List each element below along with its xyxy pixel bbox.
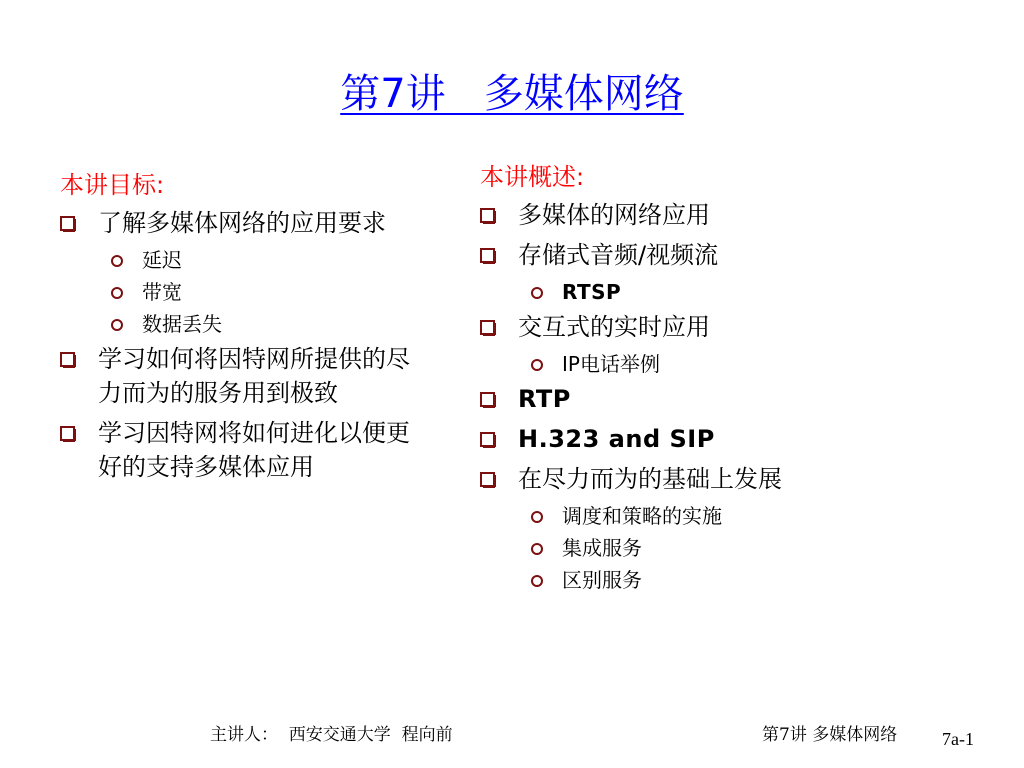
- overview-text: H.323 and SIP: [518, 425, 715, 453]
- overview-item: [480, 382, 910, 416]
- overview-text: RTP: [518, 385, 571, 413]
- overview-item: [480, 198, 910, 232]
- goal-subitem-text: 数据丢失: [142, 312, 222, 336]
- overview-text: 交互式的实时应用: [518, 313, 710, 341]
- circle-bullet-icon: [530, 574, 544, 588]
- goal-item: [60, 342, 420, 410]
- square-bullet-icon: [60, 426, 76, 442]
- overview-list: [480, 198, 910, 594]
- overview-subitem: [480, 278, 910, 306]
- circle-bullet-icon: [110, 254, 124, 268]
- goal-subitem-text: 带宽: [142, 280, 182, 304]
- overview-column: [480, 160, 910, 598]
- overview-subitem: [480, 502, 910, 530]
- slide-title: [0, 68, 1024, 120]
- overview-subitem-text: 集成服务: [562, 536, 642, 560]
- footer-presenter: 主讲人： 西安交通大学 程向前: [210, 725, 453, 745]
- overview-text: 多媒体的网络应用: [518, 201, 710, 229]
- goals-heading: 本讲目标:: [60, 171, 165, 199]
- overview-item: [480, 238, 910, 272]
- square-bullet-icon: [480, 208, 496, 224]
- overview-subitem-text: 区别服务: [562, 568, 642, 592]
- goal-subitem: [60, 278, 420, 306]
- page-number: 7a-1: [942, 729, 974, 749]
- circle-bullet-icon: [530, 542, 544, 556]
- overview-text: 在尽力而为的基础上发展: [518, 465, 782, 493]
- overview-item: [480, 310, 910, 344]
- footer-lecture-title: 第7讲 多媒体网络: [762, 725, 898, 745]
- goal-subitem-text: 延迟: [142, 248, 182, 272]
- goal-subitem: [60, 246, 420, 274]
- overview-text: 存储式音频/视频流: [518, 241, 719, 269]
- goals-list: [60, 206, 420, 484]
- square-bullet-icon: [480, 472, 496, 488]
- circle-bullet-icon: [110, 286, 124, 300]
- goal-item: [60, 416, 420, 484]
- goal-text: 学习如何将因特网所提供的尽力而为的服务用到极致: [98, 345, 410, 407]
- square-bullet-icon: [480, 248, 496, 264]
- circle-bullet-icon: [530, 358, 544, 372]
- overview-subitem: [480, 350, 910, 378]
- overview-subitem: [480, 566, 910, 594]
- overview-item: [480, 462, 910, 496]
- square-bullet-icon: [480, 320, 496, 336]
- circle-bullet-icon: [530, 286, 544, 300]
- square-bullet-icon: [480, 432, 496, 448]
- overview-item: [480, 422, 910, 456]
- goals-column: [60, 168, 420, 490]
- goal-text: 学习因特网将如何进化以便更好的支持多媒体应用: [98, 419, 410, 481]
- overview-subitem-text: RTSP: [562, 280, 622, 304]
- circle-bullet-icon: [530, 510, 544, 524]
- overview-heading: 本讲概述:: [480, 163, 585, 191]
- overview-subitem-text: 调度和策略的实施: [562, 504, 722, 528]
- goal-text: 了解多媒体网络的应用要求: [98, 209, 386, 237]
- square-bullet-icon: [60, 352, 76, 368]
- goal-subitem: [60, 310, 420, 338]
- square-bullet-icon: [480, 392, 496, 408]
- square-bullet-icon: [60, 216, 76, 232]
- circle-bullet-icon: [110, 318, 124, 332]
- goal-item: [60, 206, 420, 240]
- overview-subitem: [480, 534, 910, 562]
- overview-subitem-text: IP电话举例: [562, 352, 660, 376]
- slide-title-text: 第7讲 多媒体网络: [340, 71, 684, 117]
